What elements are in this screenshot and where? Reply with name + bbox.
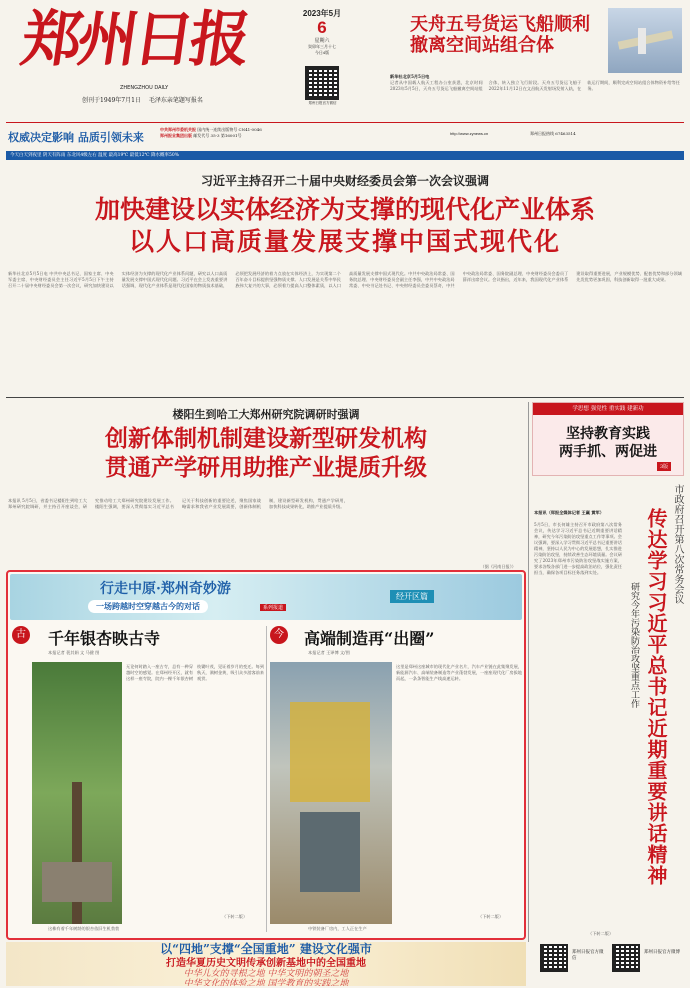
lead-headline-1: 加快建设以实体经济为支撑的现代化产业体系 xyxy=(94,195,595,224)
promo-box[interactable] xyxy=(532,402,684,476)
factory-photo xyxy=(270,662,392,924)
right-article-more: （下转二版） xyxy=(478,914,504,919)
calligraphy-note: 毛泽东亲笔题写报名 xyxy=(148,97,203,104)
second-story xyxy=(6,402,526,570)
left-article-byline: 本报记者 裴其娟 文 马健 图 xyxy=(48,650,100,655)
bottom-banner xyxy=(6,942,526,986)
weekday: 星期六 xyxy=(314,38,330,44)
promo-page: 3版 xyxy=(657,462,671,471)
publisher-1: 中共郑州市委机关报 xyxy=(160,127,196,132)
ginkgo-tree-photo xyxy=(32,662,122,924)
weibo-qr-code[interactable] xyxy=(612,944,640,972)
feature-banner-sub: 一场跨越时空穿越古今的对话 xyxy=(88,600,208,613)
modern-badge: 今 xyxy=(270,626,288,644)
masthead-qr-code xyxy=(305,66,339,100)
second-headline-2: 贯通产学研用助推产业提质升级 xyxy=(105,454,427,481)
side-more: （下转二版） xyxy=(588,931,614,936)
ancient-badge: 古 xyxy=(12,626,30,644)
date-day: 6 xyxy=(317,18,327,37)
side-headline: 传达学习习近平总书记近期重要讲话精神 xyxy=(644,508,668,886)
lead-story xyxy=(6,168,684,396)
slogan: 权威决定影响 品质引领未来 xyxy=(8,131,144,144)
lunar-date: 癸卯年三月十七 xyxy=(308,44,336,49)
left-article-more: （下转二版） xyxy=(222,914,248,919)
founded-line xyxy=(82,95,203,104)
right-article-title: 高端制造再“出圈” xyxy=(304,629,435,648)
side-story xyxy=(532,480,684,940)
publisher-2: 郑州报业集团出版 xyxy=(160,133,192,138)
issue-number: 第16001号 xyxy=(220,133,242,138)
right-article-caption: 中铁装备厂房内，工人正在生产 xyxy=(308,926,367,931)
left-article-title: 千年银杏映古寺 xyxy=(48,629,161,648)
wechat-qr-label: 郑州日报官方微信 xyxy=(572,950,604,961)
bottom-line-4: 中华文化的体验之地 国学教育的实践之地 xyxy=(183,979,349,986)
masthead xyxy=(0,0,690,165)
feature-series: 系列报道 xyxy=(260,604,286,611)
bottom-headline-2: 打造华夏历史文明传承创新基地中的全国重地 xyxy=(166,958,366,969)
left-article-body: 无论何时踏入一座古寺，总有一种穿越时空的感觉。在郑州经开区，就有这样一座寺院，院内一棵千年银杏树枝繁叶茂，见证着岁月的变迁。每到秋天，满树金黄，吸引众多游客前来观赏。 xyxy=(126,664,264,681)
cn-code: 国内统一连续出版物号 CN41-0046 xyxy=(197,127,262,132)
promo-headline-1: 坚持教育实践 xyxy=(566,426,650,442)
spacecraft-photo xyxy=(608,8,682,73)
side-byline: 本报讯（郑报全媒体记者 王赢 黄军） xyxy=(534,510,604,515)
lead-headline-2: 以人口高质量发展支撑中国式现代化 xyxy=(128,227,561,256)
promo-headline-2: 两手抓、两促进 xyxy=(559,444,657,460)
side-kicker: 市政府召开第八次常务会议 xyxy=(672,484,683,604)
founded: 创刊于1949年7月1日 xyxy=(82,97,141,104)
side-sub: 研究今年污染防治攻坚重点工作 xyxy=(629,582,639,708)
second-body: 本报讯 5月5日，省委书记楼阳生到哈工大郑州研究院调研，并主持召开座谈会，研究推动哈工大郑州研究院建设发展工作。楼阳生强调，要深入贯彻落实习近平总书记关于科技创新的重要论述，聚焦国家战略需求和我省产业发展需要，创新体制机制，建设新型研发机构，贯通产学研用，加快科技成果转化，助推产业提质升级。 xyxy=(8,498,348,509)
second-kicker: 楼阳生到哈工大郑州研究院调研时强调 xyxy=(172,408,360,421)
second-headline-1: 创新体制机制建设新型研发机构 xyxy=(105,425,427,452)
date-block xyxy=(297,8,347,56)
weather-bar: 今天白天到夜里 阴天有阵雨 东北风4级左右 温度 最高19℃ 最低12℃ 降水概率50% xyxy=(6,151,684,160)
top-story-headline: 天舟五号货运飞船顺利撤离空间站组合体 xyxy=(410,14,590,56)
masthead-english: ZHENGZHOU DAILY xyxy=(120,85,169,91)
feature-box xyxy=(6,570,526,940)
side-body: 5月5日，市长何雄主持召开市政府第八次常务会议，传达学习习近平总书记近期重要讲话精神，研究今年污染防治攻坚重点工作等事项。会议强调，要深入学习贯彻习近平总书记重要讲话精神，坚持以人民为中心的发展思想，扎实推进污染防治攻坚，持续改善生态环境质量。会议研究了2023年郑州市污染防治攻坚战实施方案，要求各级各部门进一步提高政治站位，强化责任担当，确保各项目标任务落到实处。 xyxy=(534,522,622,575)
top-story-dateline: 新华社北京5月5日电 xyxy=(390,74,430,79)
masthead-title: 郑州日报 xyxy=(17,5,251,75)
masthead-qr-caption: 郑州日报官方微信 xyxy=(308,101,337,105)
right-article-body: 这里是郑州这座城市的现代化产业名片，汽车产业链在此集聚发展，新能源汽车、高端装备制造等产业蓬勃发展，一座座现代化厂房拔地而起，一条条智能生产线高速运转。 xyxy=(396,664,522,681)
left-article-caption: 这株有着千年树龄的银杏依旧生机勃勃 xyxy=(48,926,120,931)
weibo-qr-label: 郑州日报官方微博 xyxy=(644,950,680,955)
wechat-qr-code[interactable] xyxy=(540,944,568,972)
second-credit: （据《河南日报》） xyxy=(480,564,516,569)
feature-banner xyxy=(10,574,522,620)
right-article-byline: 本报记者 王译博 文/图 xyxy=(308,650,350,655)
postal-code: 邮发代号 35-3 xyxy=(193,133,220,138)
feature-banner-title: 行走中原·郑州奇妙游 xyxy=(100,581,231,597)
lead-body: 新华社北京5月5日电 中共中央总书记、国家主席、中央军委主席、中央财经委员会主任习近平5月5日下午主持召开二十届中央财经委员会第一次会议，研究加快建设以实体经济为支撑的现代化产业体系问题，研究以人口高质量发展支撑中国式现代化问题。习近平在会上发表重要讲话强调，现代化产业体系是现代化国家的物质技术基础，必须把发展经济的着力点放在实体经济上，为实现第二个百年奋斗目标提供坚强物质支撑。人口发展是关系中华民族伟大复兴的大事，必须着力提高人口整体素质，以人口高质量发展支撑中国式现代化。中共中央政治局常委、国务院总理、中央财经委员会副主任李强，中共中央政治局常委、中央书记处书记、中央财经委员会委员蔡奇，中共中央政治局常委、国务院副总理、中央财经委员会委员丁薛祥出席会议。会议指出，近年来，我国现代化产业体系建设取得重要进展，产业规模优势、配套优势和部分领域先发优势更加巩固，科技创新取得一批重大成果。 xyxy=(8,271,682,288)
website[interactable]: http://www.zynews.cn xyxy=(450,131,489,136)
hotline: 郑州日报热线 67463514 xyxy=(530,131,576,136)
publisher-block xyxy=(160,127,262,139)
promo-tag: 学思想 强党性 重实践 建新功 xyxy=(533,403,683,415)
feature-section: 经开区篇 xyxy=(390,590,434,603)
issue-count: 今日4版 xyxy=(314,50,330,55)
top-story-body: 记者从中国载人航天工程办公室获悉，北京时间2023年5月5日，天舟五号货运飞船撤离空间站组合体，转入独立飞行阶段。天舟五号货运飞船于2022年11月12日在文昌航天发射场发射入轨，在轨运行期间，顺利完成空间站组合体物资补给等任务。 xyxy=(390,80,680,91)
date-year-month: 2023年5月 xyxy=(302,9,342,18)
top-story xyxy=(360,8,682,120)
bottom-headline-1: 以“四地”支撑“全国重地” 建设文化强市 xyxy=(160,942,372,956)
bottom-line-3: 中华儿女的寻根之地 中华文明的朝圣之地 xyxy=(183,969,349,979)
lead-kicker: 习近平主持召开二十届中央财经委员会第一次会议强调 xyxy=(200,174,489,188)
